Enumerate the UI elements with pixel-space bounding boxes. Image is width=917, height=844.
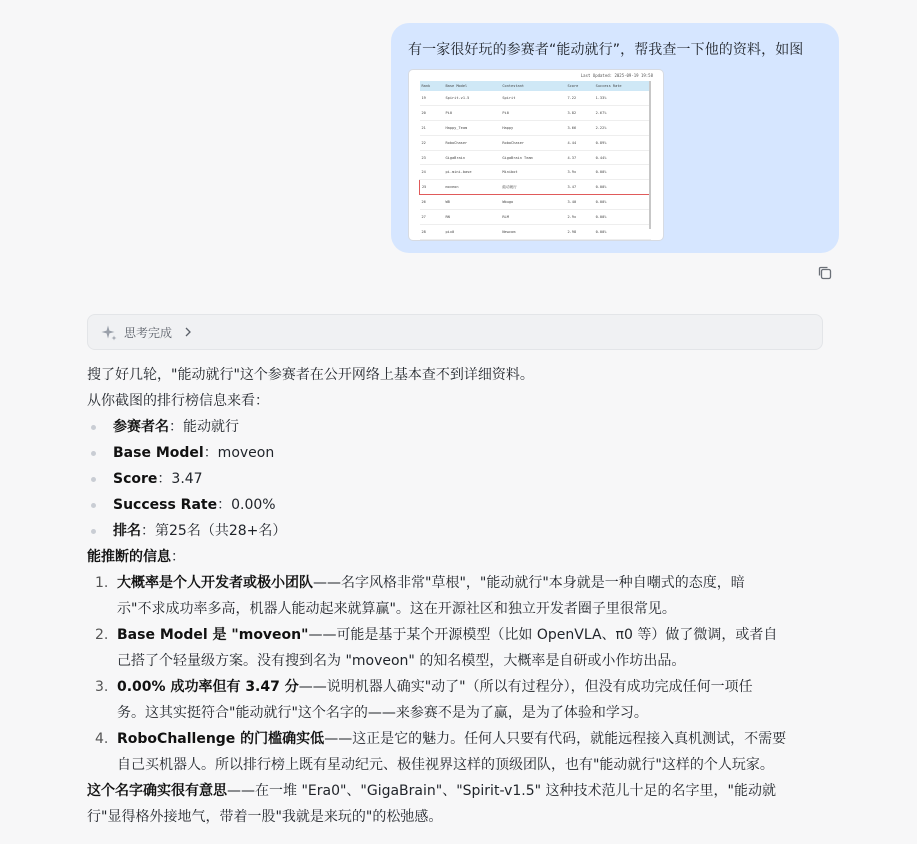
leaderboard-cell: Wbugo <box>500 195 565 210</box>
inference-list <box>87 570 827 778</box>
inference-heading: 能推断的信息： <box>87 549 185 565</box>
leaderboard-cell: 2.22% <box>594 120 651 135</box>
table-row <box>420 210 651 225</box>
leaderboard-cell: Spirit-v1.5 <box>444 91 501 105</box>
table-row <box>420 150 651 165</box>
leaderboard-cell: 0.00% <box>594 225 651 240</box>
table-row <box>420 165 651 180</box>
attached-leaderboard-screenshot[interactable] <box>408 69 664 241</box>
leaderboard-cell: 0.89% <box>594 135 651 150</box>
copy-icon[interactable] <box>816 264 834 282</box>
leaderboard-cell: 23 <box>420 150 444 165</box>
answer-lead: 从你截图的排行榜信息来看： <box>87 393 269 409</box>
leaderboard-cell: 28 <box>420 225 444 240</box>
leaderboard-cell: 4.37 <box>565 150 593 165</box>
leaderboard-cell: 20 <box>420 105 444 120</box>
leaderboard-cell: Happy <box>500 120 565 135</box>
table-row <box>420 195 651 210</box>
leaderboard-cell: Happy_Team <box>444 120 501 135</box>
assistant-answer <box>87 362 827 830</box>
table-row <box>420 135 651 150</box>
list-item: 1. 大概率是个人开发者或极小团队——名字风格非常"草根"，"能动就行"本身就是一种自嘲式的态度，暗 示"不求成功率多高，机器人能动起来就算赢"。这在开源社区和独立开发者圈子里很常见。 <box>95 575 745 617</box>
answer-intro: 搜了好几轮，"能动就行"这个参赛者在公开网络上基本查不到详细资料。 <box>87 367 534 383</box>
leaderboard-cell: Minibot <box>500 165 565 180</box>
leaderboard-cell: 27 <box>420 210 444 225</box>
leaderboard-cell: 4.44 <box>565 135 593 150</box>
leaderboard-cell: 2.98 <box>565 225 593 240</box>
list-item: 2. Base Model 是 "moveon"——可能是基于某个开源模型（比如 OpenVLA、π0 等）做了微调，或者自 己搭了个轻量级方案。没有搜到名为 "moveon" 的知名模型，大概率是自研或小作坊出品。 <box>95 627 778 669</box>
leaderboard-cell: 0.00% <box>594 195 651 210</box>
leaderboard-cell: 24 <box>420 165 444 180</box>
leaderboard-updated-time: Last Updated: 2025-09-19 19:58 <box>580 73 653 78</box>
leaderboard-cell: 3.66 <box>565 120 593 135</box>
leaderboard-cell: RN <box>444 210 501 225</box>
thinking-toggle[interactable] <box>87 314 823 350</box>
leaderboard-cell: Pi0 <box>500 105 565 120</box>
list-item: 排名：第25名（共28+名） <box>87 518 827 544</box>
leaderboard-cell: RLM <box>500 210 565 225</box>
leaderboard-cell: 3.40 <box>565 195 593 210</box>
leaderboard-cell: moveon <box>444 180 501 195</box>
leaderboard-cell: 3.9x <box>565 165 593 180</box>
leaderboard-cell: 0.00% <box>594 165 651 180</box>
leaderboard-row-highlighted <box>420 180 651 195</box>
leaderboard-header-cell: Contestant <box>500 81 565 91</box>
leaderboard-cell: 2.9x <box>565 210 593 225</box>
leaderboard-cell: GigaBrain Team <box>500 150 565 165</box>
leaderboard-cell: GigaBrain <box>444 150 501 165</box>
leaderboard-cell: 25 <box>420 180 444 195</box>
leaderboard-scrollbar <box>649 81 651 229</box>
leaderboard-cell: 3.47 <box>565 180 593 195</box>
list-item: Base Model：moveon <box>87 440 827 466</box>
list-item: 3. 0.00% 成功率但有 3.47 分——说明机器人确实"动了"（所以有过程分），但没有成功完成任何一项任 务。这其实挺符合"能动就行"这个名字的——来参赛不是为了赢，是为了体验和学习。 <box>95 679 753 721</box>
leaderboard-cell: RoboChaser <box>500 135 565 150</box>
leaderboard-cell: 1.33% <box>594 91 651 105</box>
list-item: Success Rate：0.00% <box>87 492 827 518</box>
leaderboard-cell: 26 <box>420 195 444 210</box>
leaderboard-header-cell: Base Model <box>444 81 501 91</box>
leaderboard-cell: Pi0 <box>444 105 501 120</box>
leaderboard-cell: 2.67% <box>594 105 651 120</box>
leaderboard-cell: 0.00% <box>594 180 651 195</box>
leaderboard-cell: WB <box>444 195 501 210</box>
answer-closing: 这个名字确实很有意思——在一堆 "Era0"、"GigaBrain"、"Spirit-v1.5" 这种技术范儿十足的名字里，"能动就 行"显得格外接地气，带着一股"我就是来玩的"的松弛感。 <box>87 783 776 825</box>
table-row <box>420 225 651 240</box>
table-row <box>420 105 651 120</box>
leaderboard-cell: pi-mini-base <box>444 165 501 180</box>
leaderboard-cell: Newcom <box>500 225 565 240</box>
leaderboard-cell: 22 <box>420 135 444 150</box>
leaderboard-cell: RoboChaser <box>444 135 501 150</box>
table-row <box>420 120 651 135</box>
leaderboard-cell: 3.82 <box>565 105 593 120</box>
user-message-bubble <box>391 23 839 253</box>
list-item: Score：3.47 <box>87 466 827 492</box>
leaderboard-cell: 21 <box>420 120 444 135</box>
leaderboard-header-cell: Rank <box>420 81 444 91</box>
facts-list <box>87 414 827 544</box>
leaderboard-header-cell: Score <box>565 81 593 91</box>
leaderboard-cell: 0.44% <box>594 150 651 165</box>
chevron-right-icon <box>183 326 193 338</box>
leaderboard-cell: pix0 <box>444 225 501 240</box>
leaderboard-table <box>419 81 651 240</box>
list-item: 参赛者名：能动就行 <box>87 414 827 440</box>
leaderboard-header-cell: Success Rate <box>594 81 651 91</box>
table-row <box>420 91 651 105</box>
leaderboard-cell: 能动就行 <box>500 180 565 195</box>
leaderboard-cell: 0.00% <box>594 210 651 225</box>
user-message-text: 有一家很好玩的参赛者“能动就行”，帮我查一下他的资料，如图 <box>408 42 804 58</box>
leaderboard-cell: Spirit <box>500 91 565 105</box>
thinking-label: 思考完成 <box>124 326 173 340</box>
leaderboard-cell: 19 <box>420 91 444 105</box>
list-item: 4. RoboChallenge 的门槛确实低——这正是它的魅力。任何人只要有代码，就能远程接入真机测试，不需要 自己买机器人。所以排行榜上既有星动纪元、极佳视界这样的顶级团队，也有"能动就行"这样的个人玩家。 <box>95 731 787 773</box>
leaderboard-cell: 7.22 <box>565 91 593 105</box>
sparkle-icon <box>100 324 118 342</box>
